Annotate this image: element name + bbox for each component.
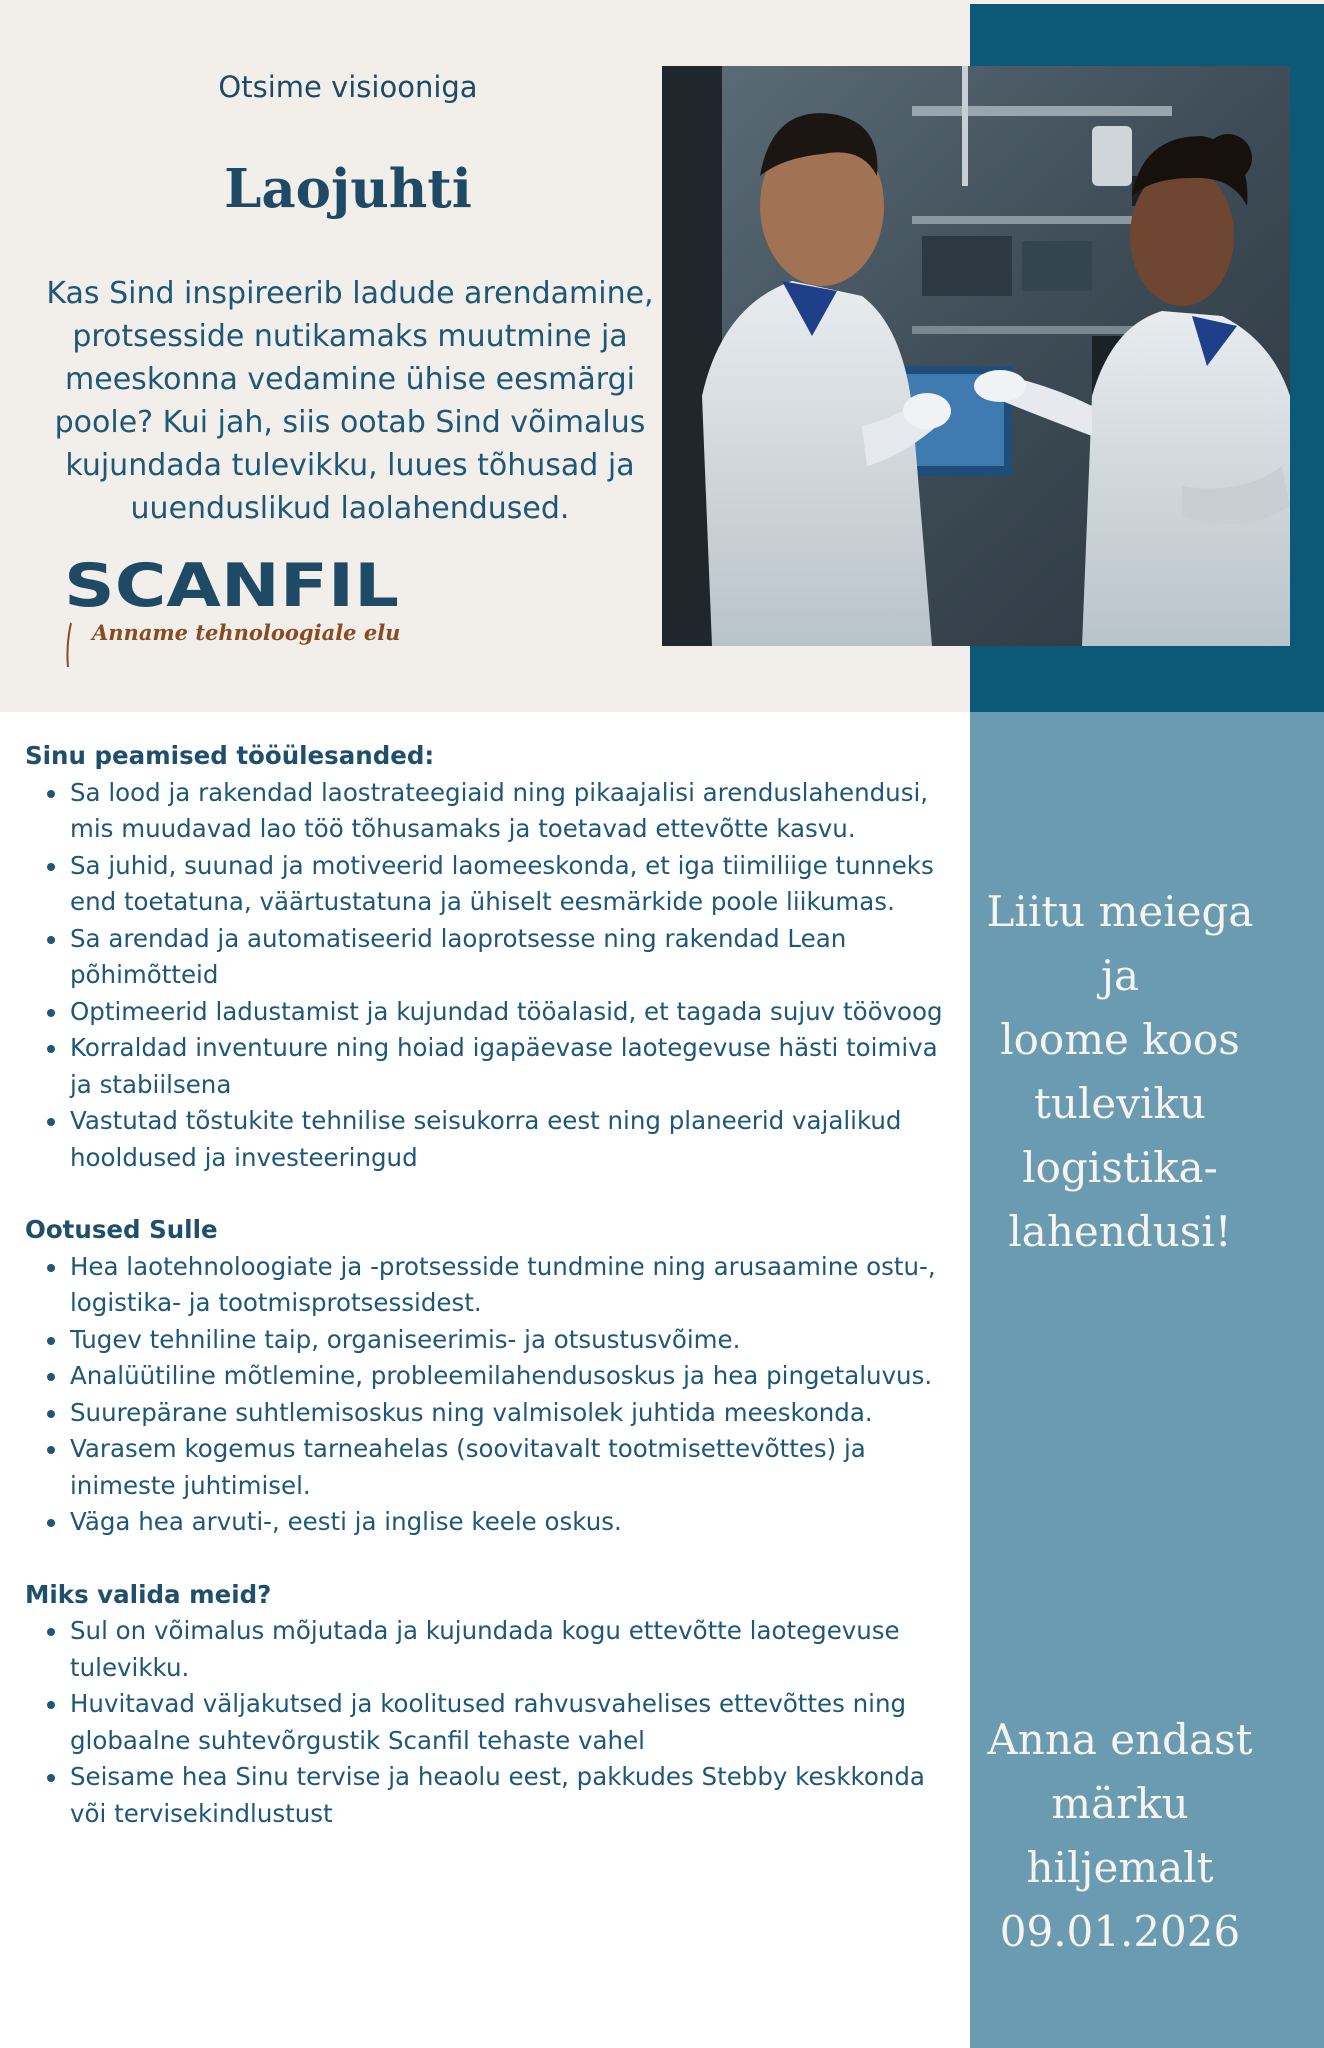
logo-accent-mark (66, 622, 72, 668)
tasks-list (25, 775, 965, 1177)
list-item: Huvitavad väljakutsed ja koolitused rahvusvahelises ettevõttes ning globaalne suhtevõrgustik Scanfil tehaste vahel (25, 1686, 965, 1759)
join-line: loome koos (1000, 1015, 1240, 1064)
deadline-callout (970, 1708, 1270, 1964)
tasks-heading: Sinu peamised tööülesanded: (25, 741, 435, 770)
scanfil-logo (64, 548, 404, 618)
list-item: Korraldad inventuure ning hoiad igapäevase laotegevuse hästi toimiva ja stabiilsena (25, 1030, 965, 1103)
expectations-list (25, 1249, 965, 1541)
deadline-line: märku (1051, 1779, 1189, 1828)
deadline-line: Anna endast (987, 1715, 1253, 1764)
list-item: Sa lood ja rakendad laostrateegiaid ning pikaajalisi arenduslahendusi, mis muudavad lao töö tõhusamaks ja toetavad ettevõtte kasvu. (25, 775, 965, 848)
list-item: Väga hea arvuti-, eesti ja inglise keele oskus. (25, 1504, 965, 1541)
list-item: Optimeerid ladustamist ja kujundad tööalasid, et tagada sujuv töövoog (25, 994, 965, 1031)
kicker-text: Otsime visiooniga (218, 70, 478, 104)
list-item: Sa arendad ja automatiseerid laoprotsesse ning rakendad Lean põhimõtteid (25, 921, 965, 994)
two-scientists-photo (662, 66, 1290, 646)
join-callout (970, 880, 1270, 1264)
list-item: Varasem kogemus tarneahelas (soovitavalt tootmisettevõttes) ja inimeste juhtimisel. (25, 1431, 965, 1504)
intro-paragraph: Kas Sind inspireerib ladude arendamine, protsesside nutikamaks muutmine ja meeskonna vedamine ühise eesmärgi poole? Kui jah, siis ootab Sind võimalus kujundada tulevikku, luues tõhusad ja uuenduslikud laolahendused. (46, 276, 654, 526)
list-item: Tugev tehniline taip, organiseerimis- ja otsustusvõime. (25, 1322, 965, 1359)
logo-tagline: Anname tehnoloogiale elu (92, 620, 401, 645)
deadline-line: hiljemalt (1026, 1843, 1214, 1892)
right-column-top-strip (970, 0, 1324, 4)
why-section (25, 1577, 965, 1833)
list-item: Vastutad tõstukite tehnilise seisukorra eest ning planeerid vajalikud hooldused ja investeeringud (25, 1103, 965, 1176)
list-item: Sa juhid, suunad ja motiveerid laomeeskonda, et iga tiimiliige tunneks end toetatuna, väärtustatuna ja ühiselt eesmärkide poole liikumas. (25, 848, 965, 921)
join-line: logistika- (1022, 1143, 1218, 1192)
expectations-heading: Ootused Sulle (25, 1215, 218, 1244)
content-column (25, 738, 965, 1868)
join-line: lahendusi! (1008, 1207, 1232, 1256)
deadline-date: 09.01.2026 (999, 1907, 1241, 1956)
list-item: Hea laotehnoloogiate ja -protsesside tundmine ning arusaamine ostu-, logistika- ja tootmisprotsessidest. (25, 1249, 965, 1322)
expectations-section (25, 1212, 965, 1541)
join-line: ja (1100, 951, 1140, 1000)
list-item: Suurepärane suhtlemisoskus ning valmisolek juhtida meeskonda. (25, 1395, 965, 1432)
why-list (25, 1613, 965, 1832)
why-heading: Miks valida meid? (25, 1579, 272, 1609)
list-item: Seisame hea Sinu tervise ja heaolu eest, pakkudes Stebby keskkonda või tervisekindlustust (25, 1759, 965, 1832)
page-title: Laojuhti (224, 158, 472, 220)
logo-wordmark: SCANFIL (64, 551, 399, 618)
join-line: tuleviku (1034, 1079, 1206, 1128)
join-line: Liitu meiega (986, 887, 1254, 936)
list-item: Sul on võimalus mõjutada ja kujundada kogu ettevõtte laotegevuse tulevikku. (25, 1613, 965, 1686)
tasks-section (25, 738, 965, 1176)
list-item: Analüütiline mõtlemine, probleemilahendusoskus ja hea pingetaluvus. (25, 1358, 965, 1395)
